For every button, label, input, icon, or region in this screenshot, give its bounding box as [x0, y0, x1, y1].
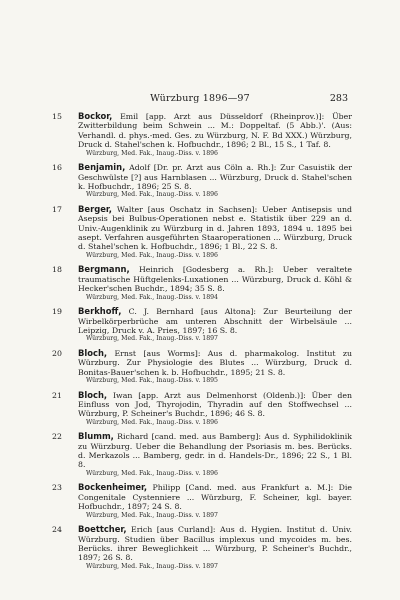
entry-citation [78, 525, 352, 563]
author-surname: Benjamin, [78, 162, 126, 173]
author-surname: Bergmann, [78, 264, 130, 275]
author-surname: Bloch, [78, 347, 108, 358]
dissertation-note: Würzburg, Med. Fak., Inaug.-Diss. v. 1896 [86, 149, 218, 157]
author-surname: Berger, [78, 203, 112, 214]
entry-citation [78, 205, 352, 252]
bibliography-entry [52, 205, 352, 260]
bibliography-entry [52, 163, 352, 199]
entry-number: 19 [52, 307, 62, 317]
author-surname: Boettcher, [78, 524, 127, 535]
citation-text: C. J. Bernhard [aus Altona]: Zur Beurteilung der Wirbelkörperbrüche am unteren Abschnitt der Wirbelsäule ... Leipzig, Druck v. A. Pries, 1897; 16 S. 8. [78, 307, 352, 335]
bibliography-entry [52, 391, 352, 427]
citation-text: Philipp [Cand. med. aus Frankfurt a. M.]: Die Congenitale Cystenniere ... Würzburg, F. Scheiner, kgl. bayer. Hofbuchdr., 1897; 24 S. 8. [78, 483, 352, 512]
citation-text: Walter [aus Oschatz in Sachsen]: Ueber Antisepsis und Asepsis bei Bulbus-Operationen nebst e. Statistik über 229 an d. Univ.-Augenklinik zu Würzburg in d. Jahren 1893, 1894 u. 1895 bei asept. Verfahren ausgeführten Staaroperationen ... Würzburg, Druck d. Stahel'schen k. Hofbuchdr., 1896; 1 Bl., 22 S. 8. [78, 204, 352, 252]
dissertation-note: Würzburg, Med. Fak., Inaug.-Diss. v. 1896 [86, 469, 218, 477]
dissertation-note: Würzburg, Med. Fak., Inaug.-Diss. v. 1896 [86, 191, 218, 199]
entry-number: 16 [52, 163, 62, 173]
bibliography-entry [52, 525, 352, 571]
entry-number: 18 [52, 265, 62, 275]
entry-number: 15 [52, 112, 62, 121]
dissertation-note: Würzburg, Med. Fak., Inaug.-Diss. v. 1897 [86, 511, 218, 519]
citation-text: Iwan [app. Arzt aus Delmenhorst (Oldenb.)]: Über den Einfluss von Jod, Thyrojodin, Thyradin auf den Stoffwechsel ... Würzburg, P. Scheiner's Buchdr., 1896; 46 S. 8. [78, 390, 352, 419]
bibliography-entry [52, 432, 352, 478]
page-number: 283 [329, 93, 348, 104]
citation-text: Erich [aus Curland]: Aus d. Hygien. Institut d. Univ. Würzburg. Studien über Bacillus implexus und mycoides m. bes. Berücks. ihrer Beweglichkeit ... Würzburg, P. Scheiner's Buchdr., 1897; 26 S. 8. [78, 525, 352, 563]
entry-number: 17 [52, 204, 62, 214]
entry-number: 22 [52, 432, 62, 442]
entry-citation [78, 163, 352, 191]
dissertation-note: Würzburg, Med. Fak., Inaug.-Diss. v. 1897 [86, 335, 218, 343]
entry-number: 23 [52, 483, 62, 493]
entry-citation [78, 112, 352, 150]
entry-citation [78, 483, 352, 511]
entry-citation [78, 307, 352, 335]
dissertation-note: Würzburg, Med. Fak., Inaug.-Diss. v. 1897 [86, 562, 218, 570]
dissertation-note: Würzburg, Med. Fak., Inaug.-Diss. v. 1896 [86, 251, 218, 259]
author-surname: Bockenheimer, [78, 482, 148, 493]
author-surname: Bloch, [78, 389, 108, 400]
entry-citation [78, 391, 352, 419]
bibliography-entry [52, 112, 352, 158]
citation-text: Emil [app. Arzt aus Düsseldorf (Rheinprov.)]: Über Zwitterbildung beim Schwein ... M.: Doppeltaf. (5 Abb.)'. (Aus: Verhandl. d. phys.-med. Ges. zu Würzburg, N. F. Bd XXX.) Würzburg, Druck d. Stahel'schen k. Hofbuchdr., 1896; 2 Bl., 15 S., 1 Taf. 8. [78, 112, 352, 150]
entry-number: 24 [52, 525, 62, 535]
bibliography-entry [52, 483, 352, 519]
citation-text: Adolf [Dr. pr. Arzt aus Cöln a. Rh.]: Zur Casuistik der Geschwülste [?] aus Harnblasen ... Würzburg, Druck d. Stahel'schen k. Hofbuchdr., 1896; 25 S. 8. [78, 163, 352, 191]
citation-text: Ernst [aus Worms]: Aus d. pharmakolog. Institut zu Würzburg. Zur Physiologie des Blutes ... Würzburg, Druck d. Bonitas-Bauer'schen k. b. Hofbuchdr., 1895; 21 S. 8. [78, 348, 352, 377]
author-surname: Bockor, [78, 111, 113, 121]
dissertation-note: Würzburg, Med. Fak., Inaug.-Diss. v. 1896 [86, 418, 218, 426]
dissertation-note: Würzburg, Med. Fak., Inaug.-Diss. v. 1894 [86, 293, 218, 301]
author-surname: Blumm, [78, 431, 114, 442]
entry-citation [78, 349, 352, 377]
page-header [52, 93, 348, 107]
author-surname: Berkhoff, [78, 306, 122, 317]
bibliography-entry [52, 265, 352, 301]
bibliography-entry [52, 349, 352, 385]
entry-citation [78, 432, 352, 470]
dissertation-note: Würzburg, Med. Fak., Inaug.-Diss. v. 1895 [86, 377, 218, 385]
bibliography-entry [52, 307, 352, 343]
entry-number: 21 [52, 390, 62, 400]
citation-text: Richard [cand. med. aus Bamberg]: Aus d. Syphilidoklinik zu Würzburg. Ueber die Behandlung der Psoriasis m. bes. Berücks. d. Merkazols ... Bamberg, gedr. in d. Handels-Dr., 1896; 22 S., 1 Bl. 8. [78, 432, 352, 470]
running-title: Würzburg 1896—97 [150, 93, 250, 104]
bibliography-list [52, 112, 352, 576]
citation-text: Heinrich [Godesberg a. Rh.]: Ueber veraltete traumatische Hüftgelenks-Luxationen ... Würzburg, Druck d. Köhl & Hecker'schen Buchdr., 1894; 35 S. 8. [78, 265, 352, 294]
entry-number: 20 [52, 348, 62, 358]
entry-citation [78, 265, 352, 293]
